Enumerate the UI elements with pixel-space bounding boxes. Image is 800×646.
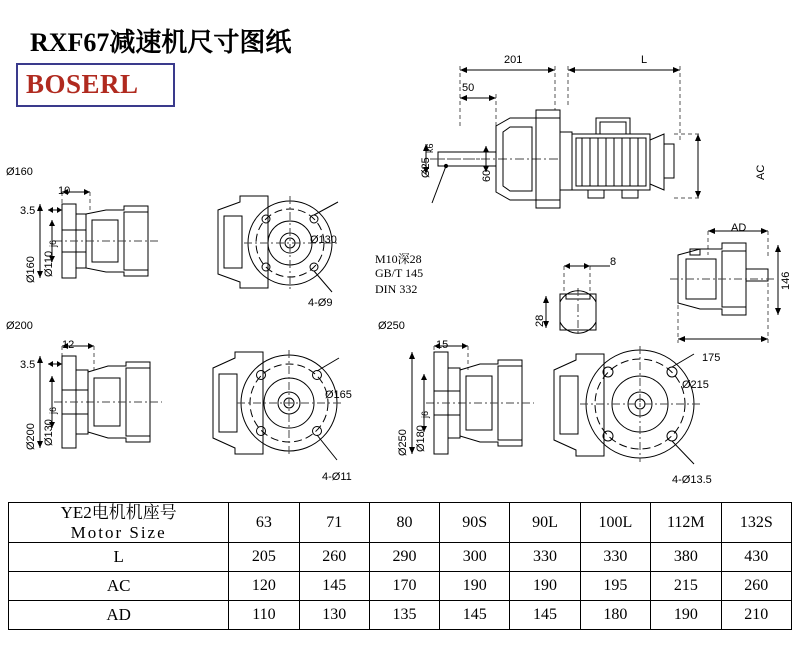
page-title: RXF67减速机尺寸图纸 (30, 28, 292, 57)
table-header-line1: YE2电机机座号 (60, 503, 177, 522)
table-cell: 190 (440, 572, 510, 601)
table-row (9, 572, 792, 601)
dim-shaft-diameter: Ø25 (420, 157, 432, 178)
column-header: 112M (651, 503, 721, 543)
table-cell: 195 (580, 572, 650, 601)
column-header: 63 (229, 503, 299, 543)
dim-28: 28 (534, 314, 546, 327)
dim-160-bolt-circle: Ø130 (310, 234, 337, 246)
dim-160-10: 10 (58, 185, 71, 197)
table-cell: 145 (440, 601, 510, 630)
table-cell: 210 (721, 601, 791, 630)
dim-160-pilot-tol: j6 (48, 239, 58, 247)
dim-160-outer: Ø160 (25, 256, 37, 283)
dim-146: 146 (780, 271, 792, 290)
row-label: AC (9, 572, 229, 601)
dim-200-3_5: 3.5 (20, 359, 36, 371)
table-header-cell (9, 503, 229, 543)
dim-250-pilot: Ø180 (415, 425, 427, 452)
dim-shaft-tolerance: k6 (425, 143, 435, 153)
dim-AC: AC (755, 164, 767, 180)
table-cell: 110 (229, 601, 299, 630)
note-standard-din: DIN 332 (375, 282, 418, 296)
table-body (9, 503, 792, 630)
table-cell: 330 (510, 543, 580, 572)
dim-250-15: 15 (436, 339, 449, 351)
table-cell: 260 (299, 543, 369, 572)
table-cell: 215 (651, 572, 721, 601)
column-header: 90L (510, 503, 580, 543)
flange-160-front (210, 188, 360, 303)
dim-200-12: 12 (62, 339, 75, 351)
column-header: 71 (299, 503, 369, 543)
dim-201: 201 (504, 54, 523, 66)
table-cell: 190 (510, 572, 580, 601)
logo-text: BOSERL (26, 69, 139, 99)
dim-250-outer: Ø250 (397, 429, 409, 456)
dim-250-pilot-tol: j6 (420, 410, 430, 418)
label-flange-250: Ø250 (378, 320, 405, 332)
dim-60: 60 (481, 169, 493, 182)
table-cell: 190 (651, 601, 721, 630)
table-cell: 205 (229, 543, 299, 572)
dim-200-bolt-circle: Ø165 (325, 389, 352, 401)
column-header: 80 (369, 503, 439, 543)
table-cell: 145 (510, 601, 580, 630)
table-cell: 135 (369, 601, 439, 630)
column-header: 100L (580, 503, 650, 543)
dim-200-holes: 4-Ø11 (322, 471, 352, 483)
table-cell: 180 (580, 601, 650, 630)
dim-200-pilot: Ø130 (43, 419, 55, 446)
flange-200-front (205, 342, 365, 468)
row-label: L (9, 543, 229, 572)
table-cell: 380 (651, 543, 721, 572)
dim-160-3_5: 3.5 (20, 205, 36, 217)
label-flange-200: Ø200 (6, 320, 33, 332)
table-cell: 300 (440, 543, 510, 572)
dim-8: 8 (610, 256, 617, 268)
note-keyway-thread: M10深28 (375, 252, 422, 266)
table-row (9, 601, 792, 630)
note-standard-gb: GB/T 145 (375, 266, 424, 280)
table-cell: 260 (721, 572, 791, 601)
dim-250-holes: 4-Ø13.5 (672, 474, 712, 486)
dim-200-outer: Ø200 (25, 423, 37, 450)
table-cell: 120 (229, 572, 299, 601)
table-header-line2: Motor Size (70, 522, 167, 542)
dim-250-bolt-circle: Ø215 (682, 379, 709, 391)
column-header: 132S (721, 503, 791, 543)
table-cell: 430 (721, 543, 791, 572)
dim-160-pilot: Ø110 (43, 250, 55, 277)
dim-200-pilot-tol: j6 (48, 406, 58, 414)
table-cell: 290 (369, 543, 439, 572)
logo-box (16, 63, 175, 107)
row-label: AD (9, 601, 229, 630)
flange-250-front (548, 342, 723, 472)
table-row (9, 543, 792, 572)
table-header-row (9, 503, 792, 543)
table-cell: 145 (299, 572, 369, 601)
table-cell: 130 (299, 601, 369, 630)
dim-160-holes: 4-Ø9 (308, 297, 333, 309)
dim-175: 175 (702, 352, 721, 364)
dim-L: L (641, 54, 648, 66)
table-cell: 330 (580, 543, 650, 572)
table-cell: 170 (369, 572, 439, 601)
column-header: 90S (440, 503, 510, 543)
motor-size-table (8, 502, 792, 630)
dim-AD: AD (731, 222, 747, 234)
dim-50: 50 (462, 82, 475, 94)
label-flange-160: Ø160 (6, 166, 33, 178)
